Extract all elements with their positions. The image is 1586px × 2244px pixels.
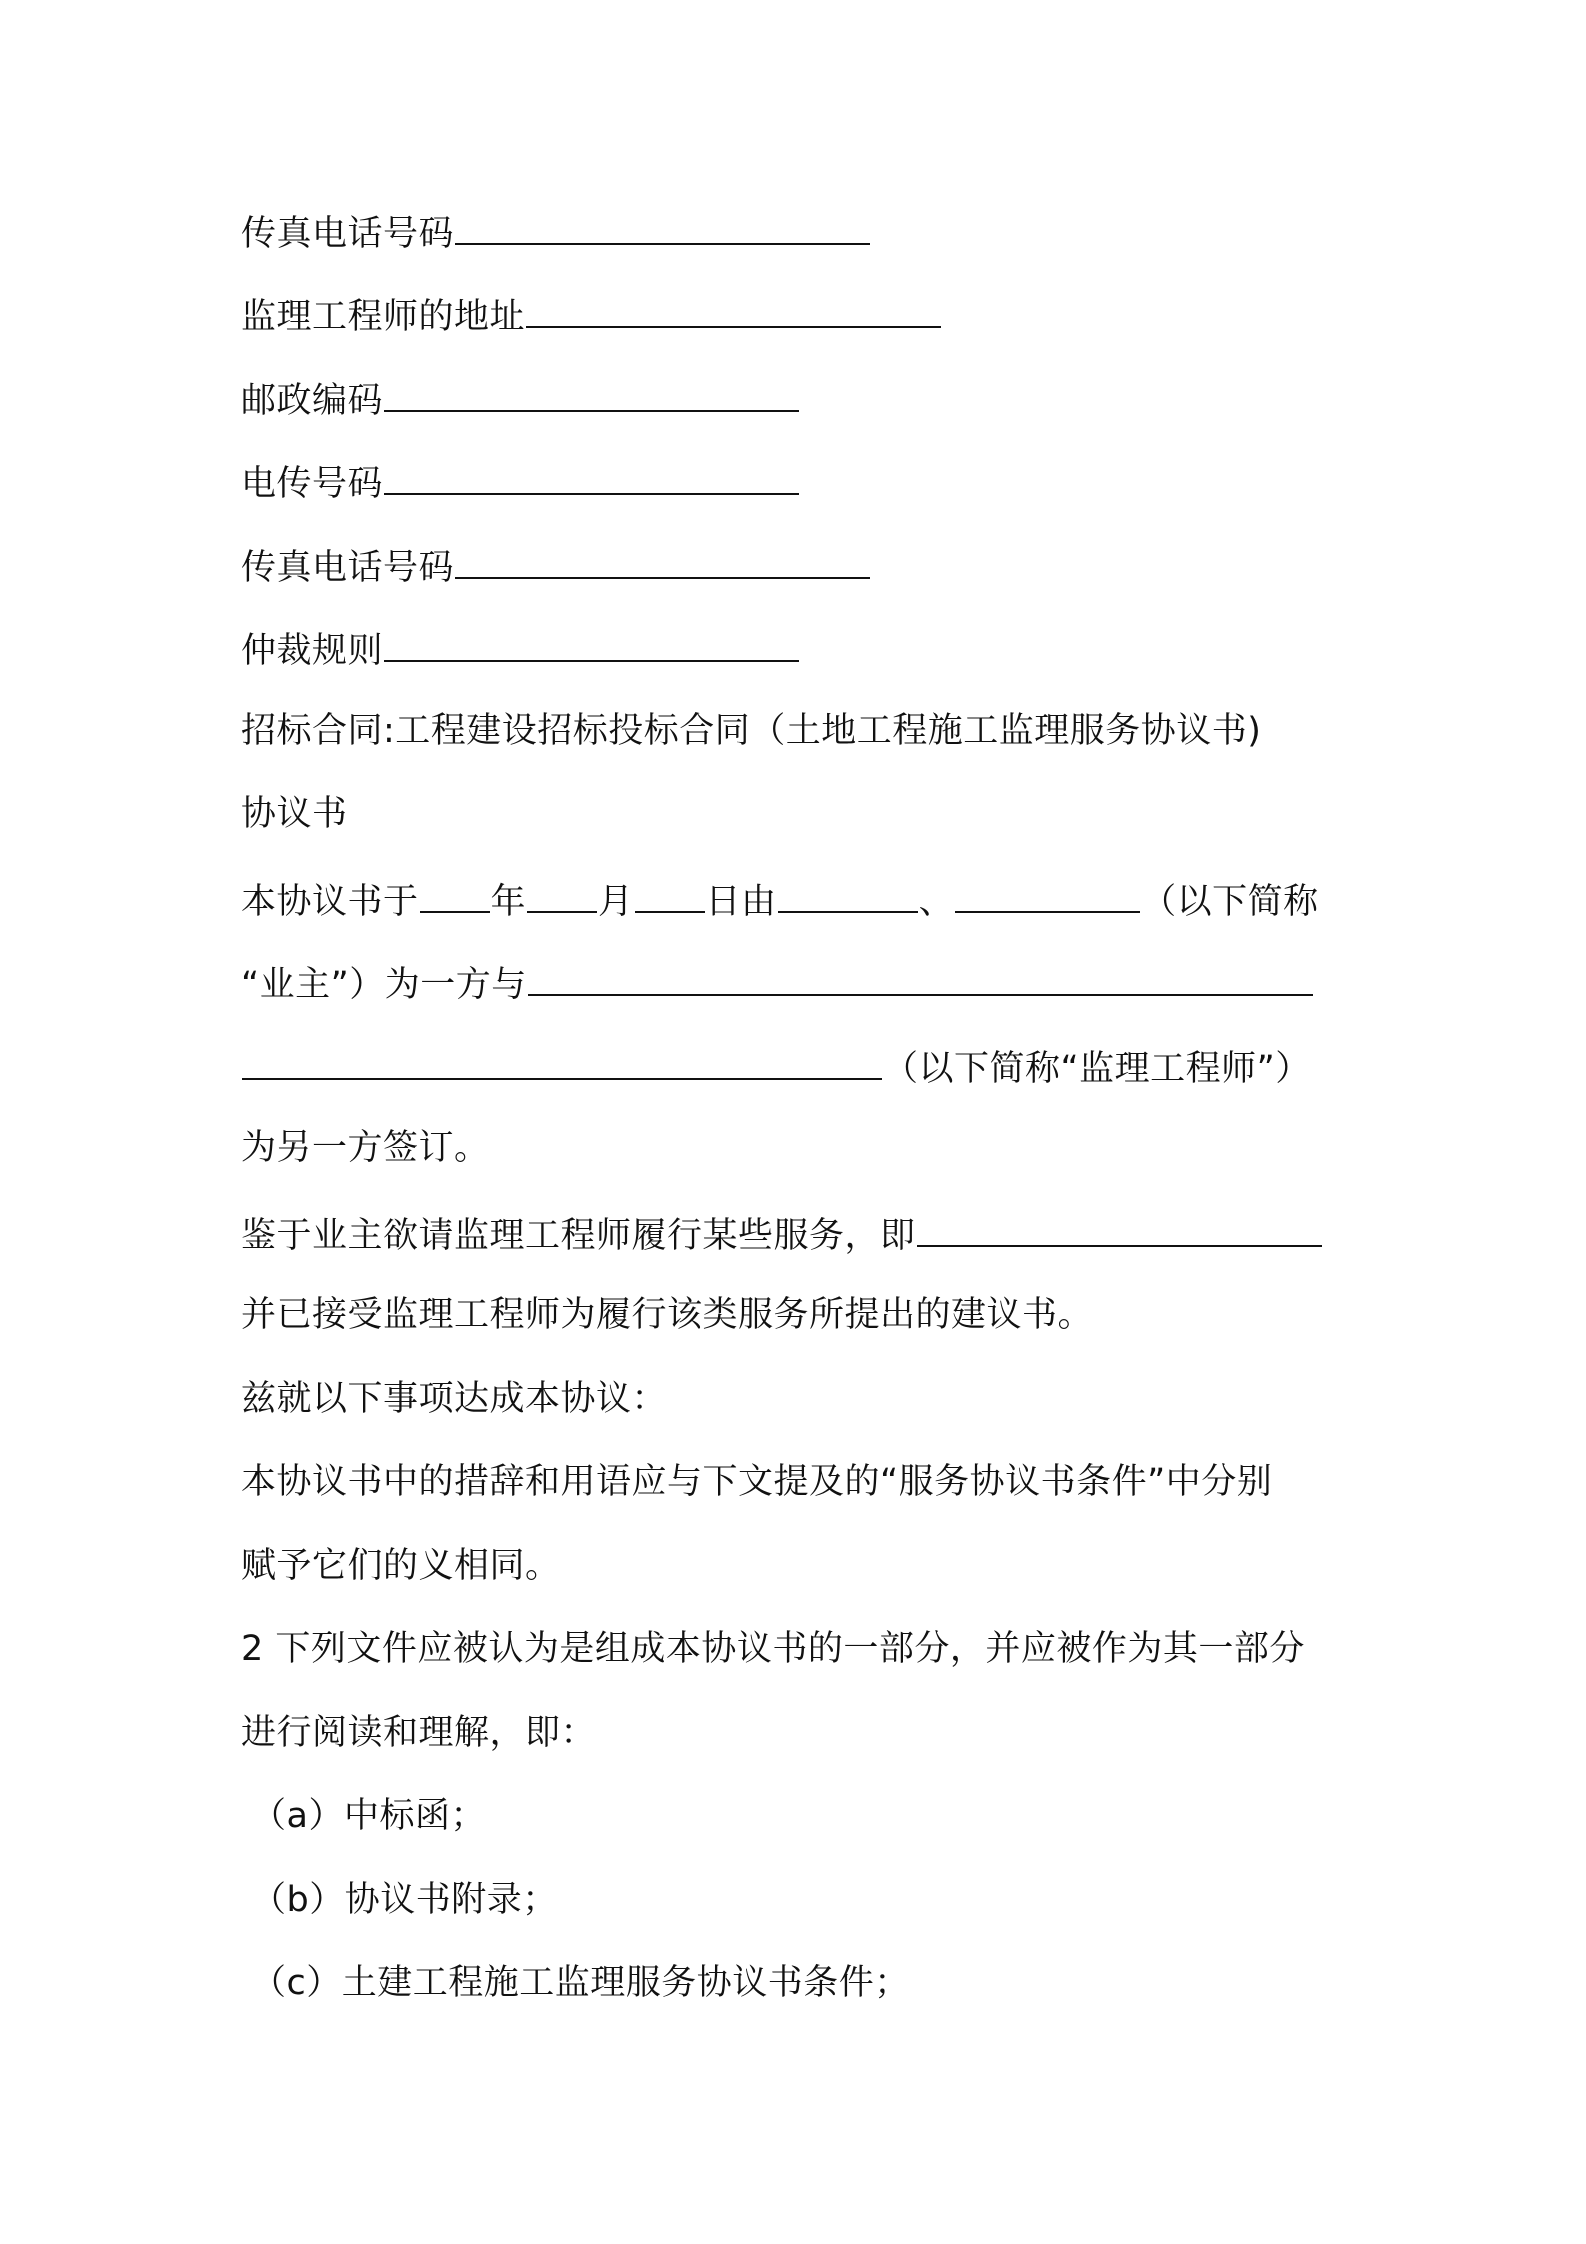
separator: 、 <box>918 882 955 922</box>
postcode-line <box>241 374 800 424</box>
clause-1-line-b: 赋予它们的义相同。 <box>241 1546 561 1586</box>
engineer-party-blank[interactable] <box>528 958 1313 996</box>
fax-number-line <box>241 207 871 257</box>
owner-ref-suffix: “业主”）为一方与 <box>241 965 527 1005</box>
telex-label: 电传号码 <box>241 464 384 504</box>
agreement-intro-line <box>241 875 1319 925</box>
services-blank[interactable] <box>917 1209 1322 1247</box>
telex-blank[interactable] <box>384 457 799 495</box>
postcode-blank[interactable] <box>384 374 799 412</box>
year-label: 年 <box>490 882 527 922</box>
arbitration-rules-line <box>241 624 800 674</box>
day-by-label: 日由 <box>705 882 777 922</box>
year-blank[interactable] <box>420 875 490 913</box>
clause-2-line-b: 进行阅读和理解，即： <box>241 1713 597 1753</box>
other-party-line: 为另一方签订。 <box>241 1128 490 1168</box>
whereas-line <box>241 1209 1323 1259</box>
agreement-label: 协议书 <box>241 794 348 834</box>
party-blank-2[interactable] <box>955 875 1140 913</box>
party-blank-1[interactable] <box>778 875 918 913</box>
engineer-address-blank[interactable] <box>526 290 941 328</box>
telex-line <box>241 457 800 507</box>
intro-prefix: 本协议书于 <box>241 882 419 922</box>
clause-2-line-a: 2 下列文件应被认为是组成本协议书的一部分，并应被作为其一部分 <box>241 1629 1305 1669</box>
whereas-text: 鉴于业主欲请监理工程师履行某些服务，即 <box>241 1216 916 1256</box>
list-item-a: （a）中标函； <box>251 1796 486 1836</box>
engineer-address-label: 监理工程师的地址 <box>241 297 526 337</box>
accepted-line: 并已接受监理工程师为履行该类服务所提出的建议书。 <box>241 1295 1094 1335</box>
engineer-party-blank-2[interactable] <box>242 1042 882 1080</box>
fax-number-line-2 <box>241 541 871 591</box>
fax-number-label-2: 传真电话号码 <box>241 548 455 588</box>
agree-intro-line: 兹就以下事项达成本协议： <box>241 1379 668 1419</box>
engineer-address-line <box>241 290 942 340</box>
month-blank[interactable] <box>527 875 597 913</box>
fax-number-blank[interactable] <box>455 207 870 245</box>
owner-ref-line <box>241 958 1314 1008</box>
list-item-b: （b）协议书附录； <box>251 1880 558 1920</box>
engineer-ref-line <box>241 1042 1311 1092</box>
engineer-ref: （以下简称“监理工程师”） <box>883 1049 1311 1089</box>
arbitration-rules-label: 仲裁规则 <box>241 631 384 671</box>
postcode-label: 邮政编码 <box>241 381 384 421</box>
clause-1-line-a: 本协议书中的措辞和用语应与下文提及的“服务协议书条件”中分别 <box>241 1462 1273 1502</box>
arbitration-rules-blank[interactable] <box>384 624 799 662</box>
contract-title: 招标合同:工程建设招标投标合同（土地工程施工监理服务协议书) <box>241 711 1262 751</box>
owner-ref-prefix: （以下简称 <box>1141 882 1319 922</box>
day-blank[interactable] <box>635 875 705 913</box>
fax-number-blank-2[interactable] <box>455 541 870 579</box>
list-item-c: （c）土建工程施工监理服务协议书条件； <box>251 1963 910 2003</box>
fax-number-label: 传真电话号码 <box>241 214 455 254</box>
month-label: 月 <box>598 882 634 922</box>
